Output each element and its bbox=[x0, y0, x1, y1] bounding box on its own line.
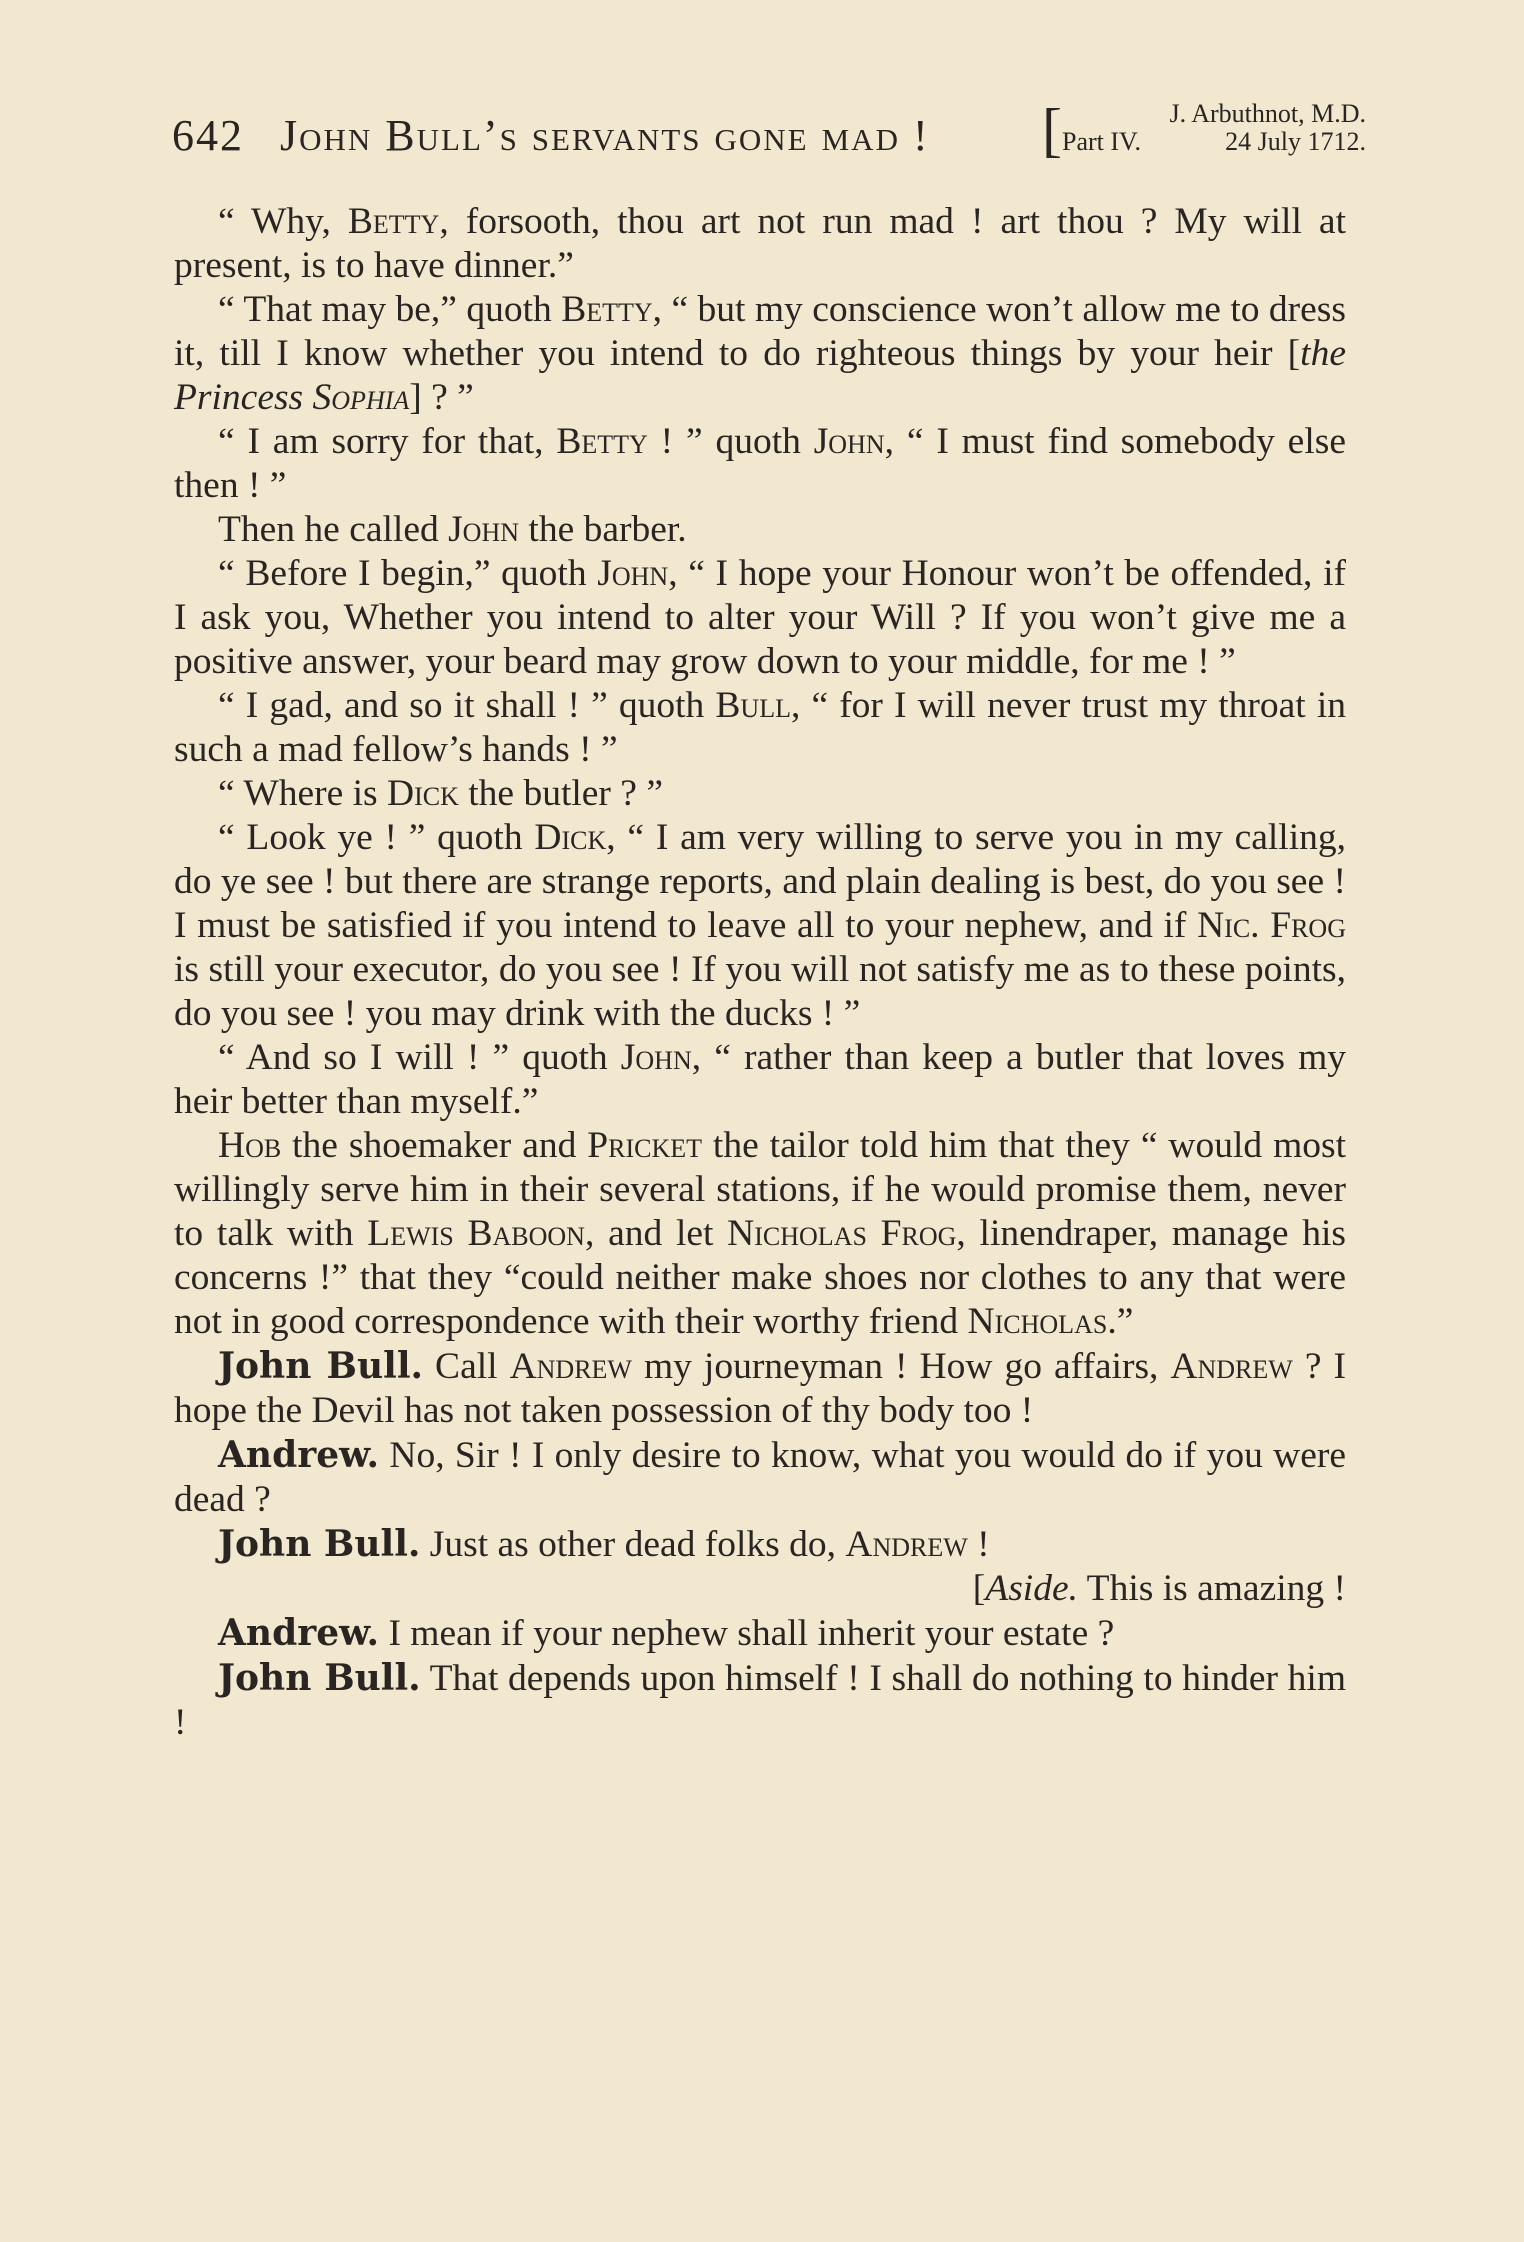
speaker-name: Andrew. bbox=[218, 1612, 380, 1654]
text-run: Nic. Frog bbox=[1197, 905, 1346, 946]
text-run: is still your executor, do you see ! If you will not satisfy me as to these points, do you see ! you may drink with the ducks ! ” bbox=[174, 949, 1346, 1034]
text-run: , and let bbox=[584, 1213, 728, 1254]
paragraph bbox=[174, 772, 1346, 816]
text-run: “ Why, bbox=[218, 201, 348, 242]
text-run: Just as other dead folks do, bbox=[420, 1524, 846, 1565]
paragraph bbox=[174, 508, 1346, 552]
text-run: John bbox=[813, 421, 885, 462]
text-run: John bbox=[620, 1037, 692, 1078]
text-run: .” bbox=[1107, 1301, 1134, 1342]
speaker-name: Andrew. bbox=[218, 1434, 380, 1476]
running-title: John Bull’s servants gone mad ! bbox=[280, 111, 930, 160]
text-run: Bull bbox=[715, 685, 791, 726]
text-run: , forsooth, thou art not run mad ! art thou ? My will at present, is to have dinner.” bbox=[174, 201, 1346, 286]
text-run: Lewis Baboon bbox=[367, 1213, 585, 1254]
text-run: , “ for I will never trust my throat in such a mad fellow’s hands ! ” bbox=[174, 685, 1346, 770]
paragraph bbox=[174, 1036, 1346, 1124]
speaker-name: John Bull. bbox=[218, 1523, 421, 1565]
paragraph bbox=[174, 420, 1346, 508]
running-header bbox=[172, 96, 1366, 168]
paragraph bbox=[174, 1611, 1346, 1656]
text-run: the barber. bbox=[519, 509, 687, 550]
paragraph bbox=[174, 684, 1346, 772]
text-run: [ bbox=[972, 1568, 986, 1609]
stage-direction bbox=[174, 1567, 1346, 1611]
header-bracket: [ bbox=[1042, 97, 1062, 163]
text-run: John bbox=[448, 509, 520, 550]
text-run: Andrew bbox=[845, 1524, 968, 1565]
body-text bbox=[174, 200, 1346, 1745]
text-run: Nicholas bbox=[967, 1301, 1108, 1342]
text-run: This is amazing ! bbox=[1077, 1568, 1346, 1609]
paragraph bbox=[174, 1433, 1346, 1522]
text-run: “ And so I will ! ” quoth bbox=[218, 1037, 621, 1078]
source-reference bbox=[1056, 100, 1366, 156]
text-run: ! bbox=[967, 1524, 990, 1565]
text-run: Nicholas Frog bbox=[727, 1213, 957, 1254]
text-run: Dick bbox=[534, 817, 607, 858]
text-run: ! ” quoth bbox=[647, 421, 814, 462]
text-run: the tailor told him that they “ would most willingly serve him in their several stations, if he would promise them, never to talk with bbox=[174, 1125, 1347, 1254]
text-run: “ That may be,” quoth bbox=[218, 289, 562, 330]
text-run: Then he called bbox=[218, 509, 449, 550]
text-run: ] ? ” bbox=[409, 377, 474, 418]
page-number: 642 bbox=[172, 111, 244, 160]
text-run: the shoemaker and bbox=[281, 1125, 588, 1166]
text-run: , “ I am very willing to serve you in my calling, do ye see ! but there are strange reports, and plain dealing is best, do you see ! I must be satisfied if you intend to leave all to your nephew, and if bbox=[174, 817, 1346, 946]
text-run: “ Where is bbox=[218, 773, 388, 814]
source-part: Part IV. bbox=[1062, 127, 1141, 156]
text-run: “ Look ye ! ” quoth bbox=[218, 817, 535, 858]
paragraph bbox=[174, 1124, 1346, 1344]
text-run: Pricket bbox=[587, 1125, 703, 1166]
text-run: Andrew bbox=[509, 1346, 632, 1387]
text-run: Andrew bbox=[1170, 1346, 1293, 1387]
speaker-name: John Bull. bbox=[218, 1657, 421, 1699]
paragraph bbox=[174, 552, 1346, 684]
text-run: “ I gad, and so it shall ! ” quoth bbox=[218, 685, 716, 726]
text-run: John bbox=[597, 553, 669, 594]
paragraph bbox=[174, 1344, 1346, 1433]
text-run: That depends upon himself ! I shall do nothing to hinder him ! bbox=[174, 1658, 1346, 1743]
text-run: , “ rather than keep a butler that loves my heir better than myself.” bbox=[174, 1037, 1346, 1122]
text-run: , “ I must find somebody else then ! ” bbox=[174, 421, 1346, 506]
text-run: my journeyman ! How go affairs, bbox=[631, 1346, 1171, 1387]
paragraph bbox=[174, 288, 1346, 420]
source-author: J. Arbuthnot, M.D. bbox=[1169, 99, 1366, 128]
text-run: No, Sir ! I only desire to know, what you would do if you were dead ? bbox=[174, 1435, 1346, 1520]
text-run: Betty bbox=[556, 421, 648, 462]
text-run: Betty bbox=[561, 289, 653, 330]
text-run: the Princess bbox=[174, 333, 1346, 418]
text-run: , “ but my conscience won’t allow me to dress it, till I know whether you intend to do righteous things by your heir [ bbox=[174, 289, 1346, 374]
text-run: Hob bbox=[218, 1125, 282, 1166]
paragraph bbox=[174, 816, 1346, 1036]
text-run: “ I am sorry for that, bbox=[218, 421, 557, 462]
text-run: Call bbox=[423, 1346, 510, 1387]
text-run: the butler ? ” bbox=[458, 773, 663, 814]
text-run: I mean if your nephew shall inherit your estate ? bbox=[379, 1613, 1115, 1654]
text-run: Dick bbox=[387, 773, 459, 814]
paragraph bbox=[174, 200, 1346, 288]
speaker-name: John Bull. bbox=[218, 1345, 424, 1387]
text-run: Aside. bbox=[985, 1568, 1078, 1609]
text-run: ? I hope the Devil has not taken possession of thy body too ! bbox=[174, 1346, 1346, 1431]
source-date: 24 July 1712. bbox=[1225, 127, 1366, 156]
paragraph bbox=[174, 1656, 1346, 1745]
text-run: , “ I hope your Honour won’t be offended, if I ask you, Whether you intend to alter your Will ? If you won’t give me a positive answer, your beard may grow down to your middle, for me ! ” bbox=[174, 553, 1347, 682]
text-run: , linendraper, manage his concerns !” that they “could neither make shoes nor clothes to any that were not in good correspondence with their worthy friend bbox=[174, 1213, 1346, 1342]
text-run: Sophia bbox=[312, 377, 410, 418]
paragraph bbox=[174, 1522, 1346, 1567]
text-run: Betty bbox=[347, 201, 440, 242]
text-run: “ Before I begin,” quoth bbox=[218, 553, 598, 594]
